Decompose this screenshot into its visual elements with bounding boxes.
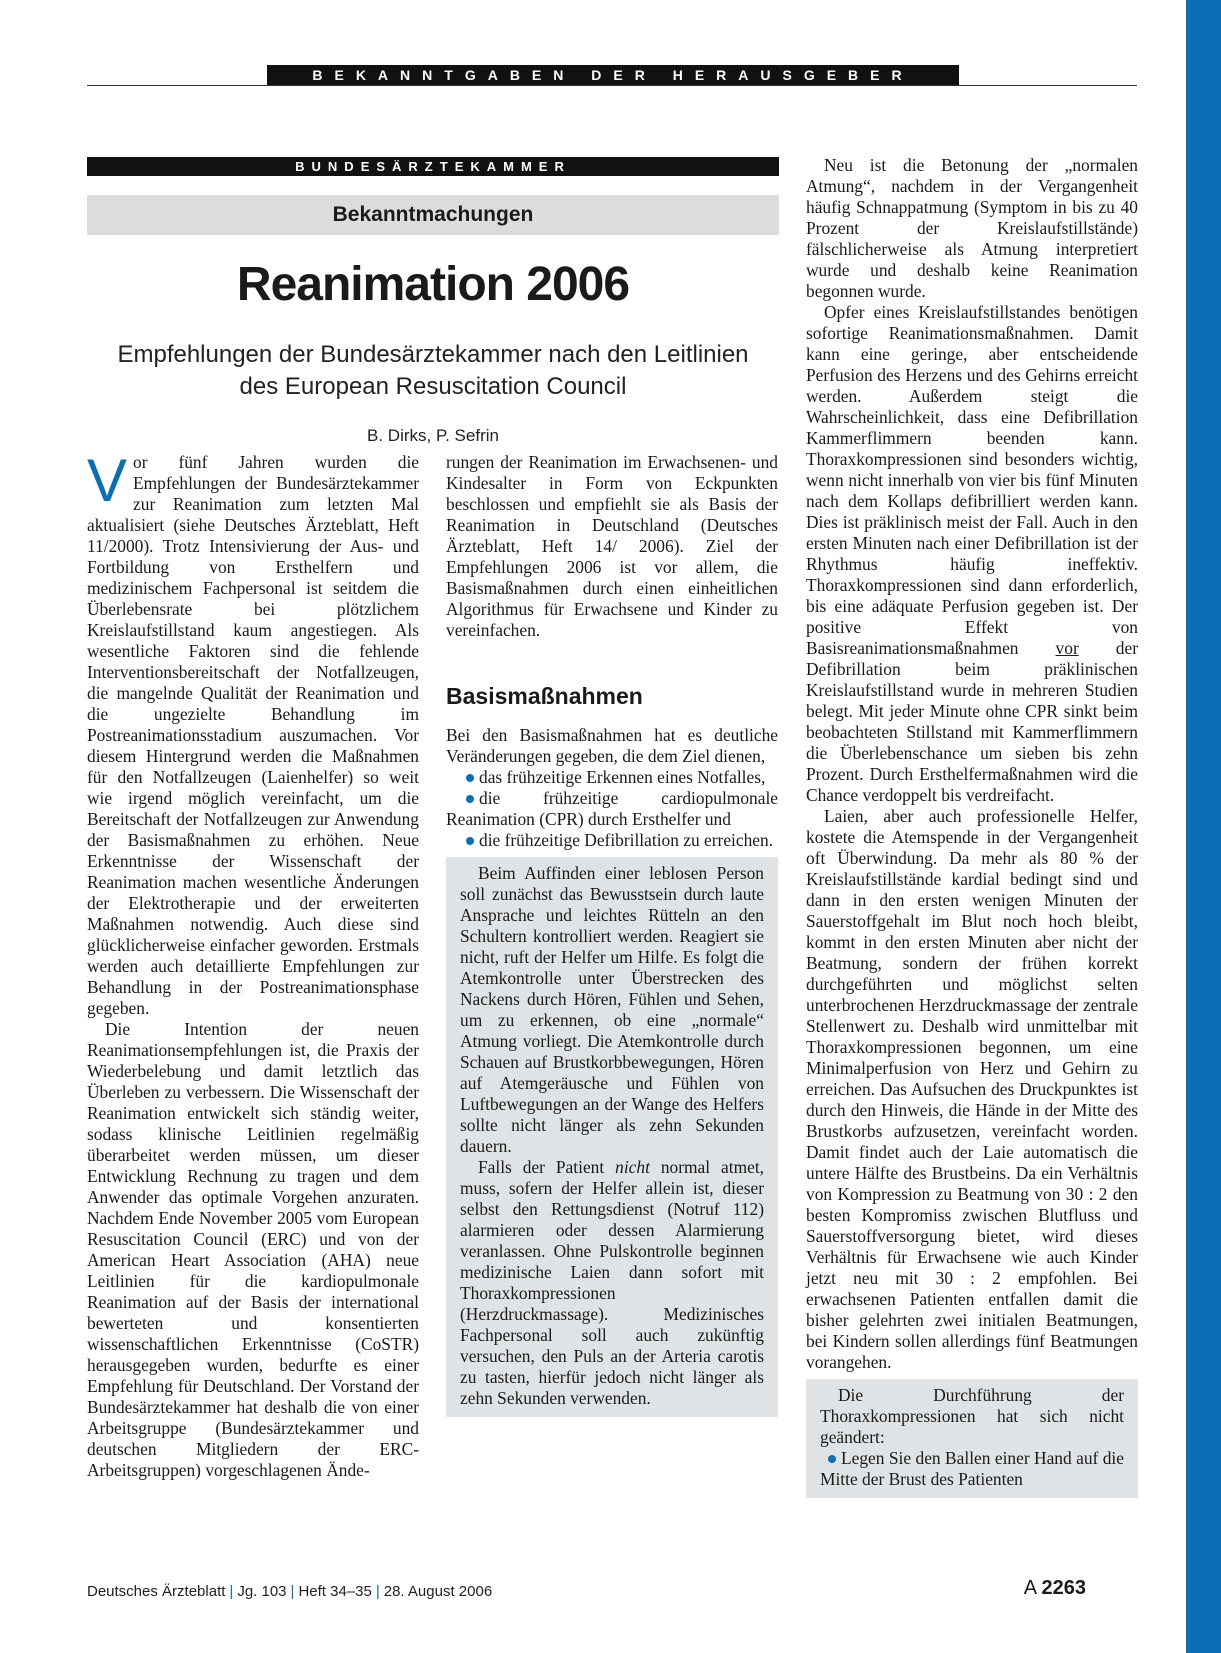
bullet-text: die frühzeitige cardiopulmonale Reanimation (CPR) durch Ersthelfer und: [446, 788, 778, 829]
issue-date: 28. August 2006: [383, 1583, 493, 1600]
column-1: [87, 447, 419, 1481]
paragraph: Neu ist die Betonung der „normalen Atmung“, nachdem in der Vergangenheit häufig Schnappatmung (Symptom in bis zu 40 Prozent der Kreislaufstillstände) fälschlicherweise als Atmung interpretiert wurde und deshalb keine Reanimation begonnen wurde.: [806, 155, 1138, 301]
journal-name: Deutsches Ärzteblatt: [87, 1583, 226, 1600]
bullet-item: [446, 788, 778, 830]
paragraph: Laien, aber auch professionelle Helfer, kostete die Atemspende in der Vergangenheit oft Überwindung. Da mehr als 80 % der Kreislaufstillstände kardial bedingt sind und dann in den ersten wenigen Minuten der Sauerstoffgehalt im Blut noch hoch bleibt, kommt in den ersten Minuten aber nicht der Beatmung, sondern der frühen korrekt durchgeführten und möglichst selten unterbrochenen Herzdruckmassage der zentrale Stellenwert zu. Deshalb wird unmittelbar mit Thoraxkompressionen begonnen, um eine Minimalperfusion von Herz und Gehirn zu erreichen. Das Aufsuchen des Druckpunktes ist durch den Hinweis, die Hände in der Mitte des Brustkorbs aufzusetzen, vereinfacht worden. Damit findet auch der Laie automatisch die untere Hälfte des Brustbeins. Da ein Verhältnis von Kompression zu Beatmung von 30 : 2 den besten Kompromiss zwischen Blutfluss und Sauerstoffversorgung bietet, wird dieses Verhältnis für Erwachsene wie auch Kinder jetzt neu mit 30 : 2 empfohlen. Bei erwachsenen Patienten entfallen damit die bisher gelehrten zwei initialen Beatmungen, bei Kindern sollen allerdings fünf Beatmungen vorangehen.: [806, 806, 1138, 1372]
column-2: [446, 452, 778, 1417]
bullet-item: [820, 1448, 1124, 1490]
bullet-dot-icon: [466, 795, 474, 803]
dropcap: V: [87, 447, 128, 514]
bullet-dot-icon: [466, 837, 474, 845]
box-paragraph: [460, 1157, 764, 1409]
bullet-text: Legen Sie den Ballen einer Hand auf die Mitte der Brust des Patienten: [820, 1448, 1124, 1489]
separator: |: [229, 1583, 234, 1600]
authors: B. Dirks, P. Sefrin: [367, 426, 499, 445]
box-paragraph: Beim Auffinden einer leblosen Person soll zunächst das Bewusstsein durch laute Ansprache und leichtes Rütteln an den Schultern kontrolliert werden. Reagiert sie nicht, ruft der Helfer um Hilfe. Es folgt die Atemkontrolle unter Überstrecken des Nackens durch Hören, Fühlen und Sehen, um zu erkennen, ob eine „normale“ Atmung vorliegt. Die Atemkontrolle durch Schauen auf Brustkorbbewegungen, Hören auf Atemgeräusche und Fühlen von Luftbewegungen an der Wange des Helfers sollte nicht länger als zehn Sekunden dauern.: [460, 863, 764, 1156]
separator: |: [375, 1583, 380, 1600]
bullet-item: [446, 767, 778, 788]
text-run: Opfer eines Kreislaufstillstandes benötigen sofortige Reanimationsmaßnahmen. Damit kann eine geringe, aber entscheidende Perfusion des Herzens und des Gehirns erreicht werden. Außerdem steigt die Wahrscheinlichkeit, dass eine Defibrillation Kammerflimmern beenden kann. Thoraxkompressionen sind besonders wichtig, wenn nicht innerhalb von vier bis fünf Minuten nach dem Kollaps defibrilliert werden kann. Dies ist präklinisch meist der Fall. Auch in den ersten Minuten nach einer Defibrillation ist der Rhythmus häufig ineffektiv. Thoraxkompressionen sind dann erforderlich, bis eine adäquate Perfusion gegeben ist. Der positive Effekt von Basisreanimationsmaßnahmen: [806, 302, 1138, 658]
paragraph: [806, 302, 1138, 806]
text-run: normal atmet, muss, sofern der Helfer allein ist, dieser selbst den Rettungsdienst (Notruf 112) alarmieren oder dessen Alarmierung veranlassen. Ohne Pulskontrolle beginnen medizinische Laien dann sofort mit Thoraxkompressionen (Herzdruckmassage). Medizinisches Fachpersonal soll auch zukünftig versuchen, den Puls an der Arteria carotis zu tasten, hierfür jedoch nicht länger als zehn Sekunden verwenden.: [460, 1157, 764, 1408]
paragraph: Bei den Basismaßnahmen hat es deutliche Veränderungen gegeben, die dem Ziel dienen,: [446, 725, 778, 766]
bullet-text: die frühzeitige Defibrillation zu erreichen.: [479, 830, 774, 850]
footer-citation: [87, 1583, 492, 1600]
issue: Heft 34–35: [298, 1583, 372, 1600]
section-heading: Basismaßnahmen: [446, 683, 643, 709]
bullet-dot-icon: [466, 774, 474, 782]
bullet-dot-icon: [828, 1455, 836, 1463]
subtitle-line-2: des European Resuscitation Council: [239, 373, 627, 400]
paragraph: Die Intention der neuen Reanimationsempfehlungen ist, die Praxis der Wiederbelebung und damit letztlich das Überleben zu verbessern. Die Wissenschaft der Reanimation entwickelt sich ständig weiter, sodass klinische Leitlinien regelmäßig überarbeitet werden müssen, um dieser Entwicklung Rechnung zu tragen und dem Anwender das optimale Vorgehen anzuraten. Nachdem Ende November 2005 vom European Resuscitation Council (ERC) und von der American Heart Association (AHA) neue Leitlinien für die kardiopulmonale Reanimation auf der Basis der international bewerteten und konsentierten wissenschaftlichen Erkenntnisse (CoSTR) herausgegeben wurden, bedurfte es einer Empfehlung für Deutschland. Der Vorstand der Bundesärztekammer hat deshalb die von einer Arbeitsgruppe (Bundesärztekammer und deutschen Mitgliedern der ERC-Arbeitsgruppen) vorgeschlagenen Ände-: [87, 1019, 419, 1480]
info-box: [446, 857, 778, 1417]
info-box: [806, 1379, 1138, 1498]
blue-margin-strip: [1186, 0, 1221, 1653]
paragraph: rungen der Reanimation im Erwachsenen- und Kindesalter in Form von Eckpunkten beschlossen und empfiehlt sie als Basis der Reanimation in Deutschland (Deutsches Ärzteblatt, Heft 14/ 2006). Ziel der Empfehlungen 2006 ist vor allem, die Basismaßnahmen durch einen einheitlichen Algorithmus für Erwachsene und Kinder zu vereinfachen.: [446, 452, 778, 640]
bullet-item: [446, 830, 778, 851]
top-banner: BEKANNTGABEN DER HERAUSGEBER: [267, 65, 959, 85]
subtitle: [87, 339, 779, 403]
underlined-text: vor: [1055, 638, 1079, 658]
kicker: Bekanntmachungen: [87, 195, 779, 235]
paragraph-intro: [87, 447, 419, 1019]
page-number: [1024, 1577, 1086, 1600]
column-3: [806, 155, 1138, 1498]
page-prefix: A: [1023, 1577, 1036, 1599]
volume: Jg. 103: [237, 1583, 287, 1600]
text-run: der Defibrillation beim präklinischen Kreislaufstillstand wurde in mehreren Studien belegt. Mit jeder Minute ohne CPR sinkt beim beobachteten Stillstand mit Kammerflimmern die Überlebenschance um sieben bis zehn Prozent. Durch Ersthelfermaßnahmen wird die Chance verdoppelt bis verdreifacht.: [806, 638, 1138, 805]
top-rule: [87, 85, 1137, 86]
section-label: BUNDESÄRZTEKAMMER: [87, 157, 779, 176]
box-paragraph: Die Durchführung der Thoraxkompressionen hat sich nicht geändert:: [820, 1385, 1124, 1447]
separator: |: [290, 1583, 295, 1600]
page-number-value: 2263: [1041, 1577, 1086, 1599]
text-run: Falls der Patient: [478, 1157, 616, 1177]
paragraph-text: or fünf Jahren wurden die Empfehlungen der Bundesärztekammer zur Reanimation zum letzten Mal aktualisiert (siehe Deutsches Ärzteblatt, Heft 11/2000). Trotz Intensivierung der Aus- und Fortbildung von Ersthelfern und medizinischem Fachpersonal ist seitdem die Überlebensrate bei plötzlichem Kreislaufstillstand kaum angestiegen. Als wesentliche Faktoren sind die fehlende Interventionsbereitschaft der Notfallzeugen, die mangelnde Qualität der Reanimation und die ungezielte Behandlung im Postreanimationsstadium auszumachen. Vor diesem Hintergrund werden die Maßnahmen für den Notfallzeugen (Laienhelfer) so weit wie irgend möglich vereinfacht, um die Bereitschaft der Notfallzeugen zur Anwendung der Basismaßnahmen zu erhöhen. Neue Erkenntnisse der Wissenschaft der Reanimation machen wesentliche Änderungen der Elektrotherapie und der erweiterten Maßnahmen notwendig. Auch diese sind glücklicherweise einfacher geworden. Erstmals werden auch detaillierte Empfehlungen zur Behandlung in der Postreanimationsphase gegeben.: [87, 452, 419, 1018]
bullet-text: das frühzeitige Erkennen eines Notfalles,: [479, 767, 766, 787]
page-title: Reanimation 2006: [236, 258, 630, 311]
subtitle-line-1: Empfehlungen der Bundesärztekammer nach den Leitlinien: [117, 341, 749, 368]
emphasis: nicht: [615, 1157, 650, 1177]
